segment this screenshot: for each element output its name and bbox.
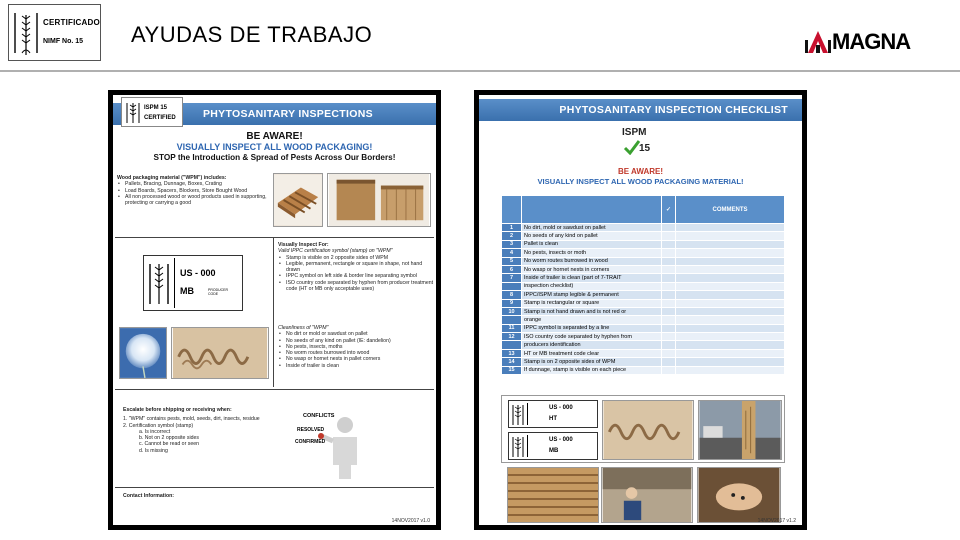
row-comment-cell[interactable] [676,349,785,357]
checklist-row [502,341,785,349]
clean-heading: Cleanliness of "WPM" [278,325,329,331]
poster-version: 14NOV2017 v1.0 [391,518,430,524]
row-text: orange [522,316,662,324]
checklist-row [502,324,785,332]
row-check-cell[interactable] [662,366,676,374]
checklist-row [502,224,785,232]
row-check-cell[interactable] [662,257,676,265]
row-check-cell[interactable] [662,358,676,366]
row-number [502,316,522,324]
row-comment-cell[interactable] [676,265,785,273]
row-comment-cell[interactable] [676,249,785,257]
logo-line-1: ISPM 15 [144,105,168,111]
row-comment-cell[interactable] [676,299,785,307]
row-comment-cell[interactable] [676,257,785,265]
stamp-country-code: US - 000 [549,437,573,443]
row-text: Stamp is on 2 opposite sides of WPM [522,358,662,366]
row-number: 2 [502,232,522,240]
checklist-row [502,333,785,341]
checklist-row [502,299,785,307]
row-text: No seeds of any kind on pallet [522,232,662,240]
hand-insects-photo [697,467,781,523]
wheat-ippc-icon [13,9,43,57]
trailer-lot-photo [698,400,782,460]
visually-inspect-section [278,242,436,292]
photo-strip [501,467,785,523]
row-number: 7 [502,274,522,282]
row-check-cell[interactable] [662,349,676,357]
inspect-subheading: Valid IPPC certification symbol (stamp) on "WPM" [278,248,393,255]
clean-item: • Inside of trailer is clean [278,363,436,369]
comments-column-header: COMMENTS [676,196,785,224]
row-check-cell[interactable] [662,291,676,299]
row-text: IPPC symbol is separated by a line [522,324,662,332]
checklist-row [502,358,785,366]
checklist-title-band [479,99,802,121]
row-check-cell[interactable] [662,274,676,282]
wpm-heading: Wood packaging material ("WPM") includes: [117,175,227,181]
item-column-header [522,196,662,224]
stamp-example-ht [508,400,598,428]
clean-item: • No worm routes burrowed into wood [278,350,436,356]
wheat-ippc-icon [512,404,524,426]
row-comment-cell[interactable] [676,224,785,232]
row-comment-cell[interactable] [676,358,785,366]
row-number [502,282,522,290]
row-comment-cell[interactable] [676,366,785,374]
row-check-cell[interactable] [662,341,676,349]
checklist-row [502,274,785,282]
escalate-heading: Escalate before shipping or receiving when: [123,407,232,413]
row-text: No wasp or hornet nests in corners [522,265,662,273]
row-text: Pallet is clean [522,240,662,248]
worm-routes-photo [602,400,694,460]
row-text: No pests, insects or moth [522,249,662,257]
wpm-item: • Load Boards, Spacers, Blockers, Store Bought Wood [117,188,267,194]
clean-item: • No seeds of any kind on pallet (IE: dandelion) [278,338,436,344]
row-number: 6 [502,265,522,273]
row-number: 9 [502,299,522,307]
checklist-title: PHYTOSANITARY INSPECTION CHECKLIST [559,104,788,116]
row-comment-cell[interactable] [676,307,785,315]
row-number: 12 [502,333,522,341]
wheat-ippc-icon [125,101,141,125]
check-column-header: ✓ [662,196,676,224]
conflict-word: RESOLVED [297,427,325,433]
magna-mark-icon [804,30,832,54]
inspection-checklist-poster [474,90,807,530]
inspect-item: • Stamp is visible on 2 opposite sides of WPM [278,255,436,261]
stop-heading: STOP the Introduction & Spread of Pests Across Our Borders! [153,153,396,162]
person-figure-icon [315,415,363,479]
brand-name: MAGNA [832,29,911,54]
inspection-checklist-table [501,195,785,375]
stamp-country-code: US - 000 [180,268,216,278]
poster-title: PHYTOSANITARY INSPECTIONS [203,108,373,120]
row-text: If dunnage, stamp is visible on each piece [522,366,662,374]
row-text: Stamp is not hand drawn and is not red or [522,307,662,315]
worm-routes-image [603,401,693,459]
escalate-item: 1. "WPM" contains pests, mold, seeds, dirt, insects, residue [123,416,260,423]
checklist-row [502,249,785,257]
row-number: 14 [502,358,522,366]
contact-heading: Contact Information: [123,493,175,499]
escalate-item: b. Not on 2 opposite sides [139,435,199,442]
hand-insects-image [698,468,780,522]
conflict-word: CONFIRMED [295,439,326,445]
row-check-cell[interactable] [662,282,676,290]
checklist-row [502,257,785,265]
logo-line-2: CERTIFIED [144,115,176,121]
wpm-item: • Pallets, Bracing, Dunnage, Boxes, Crating [117,181,267,187]
page-title: AYUDAS DE TRABAJO [131,22,373,47]
row-check-cell[interactable] [662,240,676,248]
stamp-treatment-code: HT [549,416,557,422]
escalate-section [123,407,293,454]
conflict-figure [295,411,365,481]
row-text: ISO country code separated by hyphen from [522,333,662,341]
stamp-separator [527,403,528,425]
poster-sheet [113,95,436,525]
row-number: 8 [502,291,522,299]
wpm-includes-section [117,175,267,206]
row-number: 4 [502,249,522,257]
stamp-separator [174,258,175,308]
inspect-item: • ISO country code separated by hyphen from producer treatment code (HT or MB only acceptable uses) [278,280,436,293]
row-check-cell[interactable] [662,316,676,324]
ippc-stamp-example [143,255,243,311]
row-comment-cell[interactable] [676,316,785,324]
column-divider [273,237,274,387]
checklist-row [502,291,785,299]
clean-item: • No dirt or mold or sawdust on pallet [278,331,436,337]
conflict-word: CONFLICTS [303,413,335,419]
row-check-cell[interactable] [662,265,676,273]
row-text: No worm routes burrowed in wood [522,257,662,265]
row-check-cell[interactable] [662,307,676,315]
wheat-ippc-icon [512,436,524,458]
stamp-treatment-code: MB [180,286,194,296]
row-comment-cell[interactable] [676,333,785,341]
cert-title: CERTIFICADO [43,18,100,27]
checklist-body [502,224,785,375]
checklist-row [502,316,785,324]
row-number: 1 [502,224,522,232]
stamp-treatment-code: MB [549,448,559,454]
wheat-ippc-icon [148,262,170,306]
crate-photo [327,173,431,227]
wpm-item: • All non processed wood or wood products used in supporting, protecting or carrying a good [117,194,267,207]
inspector-image [602,468,692,522]
row-check-cell[interactable] [662,324,676,332]
header-divider [0,70,960,72]
checklist-row [502,232,785,240]
worm-routes-photo [171,327,269,379]
inspector-photo [601,467,693,523]
phytosanitary-inspections-poster [108,90,441,530]
clean-item: • No pests, insects, moths [278,344,436,350]
lumber-stack-photo [507,467,599,523]
stamp-examples-panel [501,395,785,463]
row-comment-cell[interactable] [676,274,785,282]
visually-inspect-heading: VISUALLY INSPECT ALL WOOD PACKAGING MATERIAL! [537,177,744,186]
ispm-15-logo [619,127,659,167]
row-number: 10 [502,307,522,315]
inspect-item: • IPPC symbol on left side & border line separating symbol [278,273,436,279]
row-text: HT or MB treatment code clear [522,349,662,357]
checklist-row [502,349,785,357]
dandelion-image [120,328,166,378]
section-divider [115,487,434,488]
checklist-row [502,265,785,273]
row-comment-cell[interactable] [676,324,785,332]
escalate-item: a. Is incorrect [139,428,171,435]
row-text: Stamp is rectangular or square [522,299,662,307]
crate-image [328,174,430,226]
inspect-item: • Legible, permanent, rectangle or square in shape, not hand drawn [278,261,436,274]
number-column-header [502,196,522,224]
trailer-lot-image [699,401,781,459]
row-text: Inside of trailer is clean (part of 7-TRAIT [522,274,662,282]
ispm-certified-logo [121,97,183,127]
checklist-row [502,282,785,290]
escalate-item: 2. Certification symbol (stamp) [123,422,194,429]
stamp-country-code: US - 000 [549,405,573,411]
contact-info [123,493,174,499]
row-number: 11 [502,324,522,332]
section-divider [115,389,434,390]
row-check-cell[interactable] [662,299,676,307]
row-number [502,341,522,349]
row-text: inspection checklist) [522,282,662,290]
cleanliness-section [278,325,436,369]
section-divider [115,237,434,238]
row-text: IPPC/ISPM stamp legible & permanent [522,291,662,299]
inspect-heading: Visually Inspect For: [278,242,329,248]
checklist-row [502,240,785,248]
escalate-item: c. Cannot be read or seen [139,441,199,448]
ispm-number: 15 [639,143,651,154]
checklist-row [502,307,785,315]
row-number: 13 [502,349,522,357]
row-text: producers identification [522,341,662,349]
certification-badge [8,4,101,61]
checklist-row [502,366,785,374]
stamp-producer-code: PRODUCER CODE [208,288,229,296]
brand-logo [804,30,936,56]
row-check-cell[interactable] [662,232,676,240]
row-comment-cell[interactable] [676,232,785,240]
pallet-image [274,174,322,226]
stamp-separator [527,435,528,457]
dandelion-photo [119,327,167,379]
be-aware-heading: BE AWARE! [617,167,664,176]
row-text: No dirt, mold or sawdust on pallet [522,224,662,232]
escalate-item: d. Is missing [139,447,168,454]
row-number: 3 [502,240,522,248]
row-check-cell[interactable] [662,333,676,341]
row-number: 5 [502,257,522,265]
row-comment-cell[interactable] [676,341,785,349]
pallet-photo [273,173,323,227]
row-check-cell[interactable] [662,224,676,232]
row-number: 15 [502,366,522,374]
row-comment-cell[interactable] [676,282,785,290]
poster-version: 14NOV2017 v1.2 [757,518,796,524]
row-comment-cell[interactable] [676,291,785,299]
row-check-cell[interactable] [662,249,676,257]
visually-inspect-heading: VISUALLY INSPECT ALL WOOD PACKAGING! [176,142,373,152]
clean-item: • No wasp or hornet nests in pallet corners [278,356,436,362]
poster-sheet [479,95,802,525]
stamp-example-mb [508,432,598,460]
cert-subtitle: NIMF No. 15 [43,38,84,45]
be-aware-heading: BE AWARE! [246,131,303,142]
ispm-text: ISPM [622,127,647,138]
row-comment-cell[interactable] [676,240,785,248]
worm-routes-image [172,328,268,378]
